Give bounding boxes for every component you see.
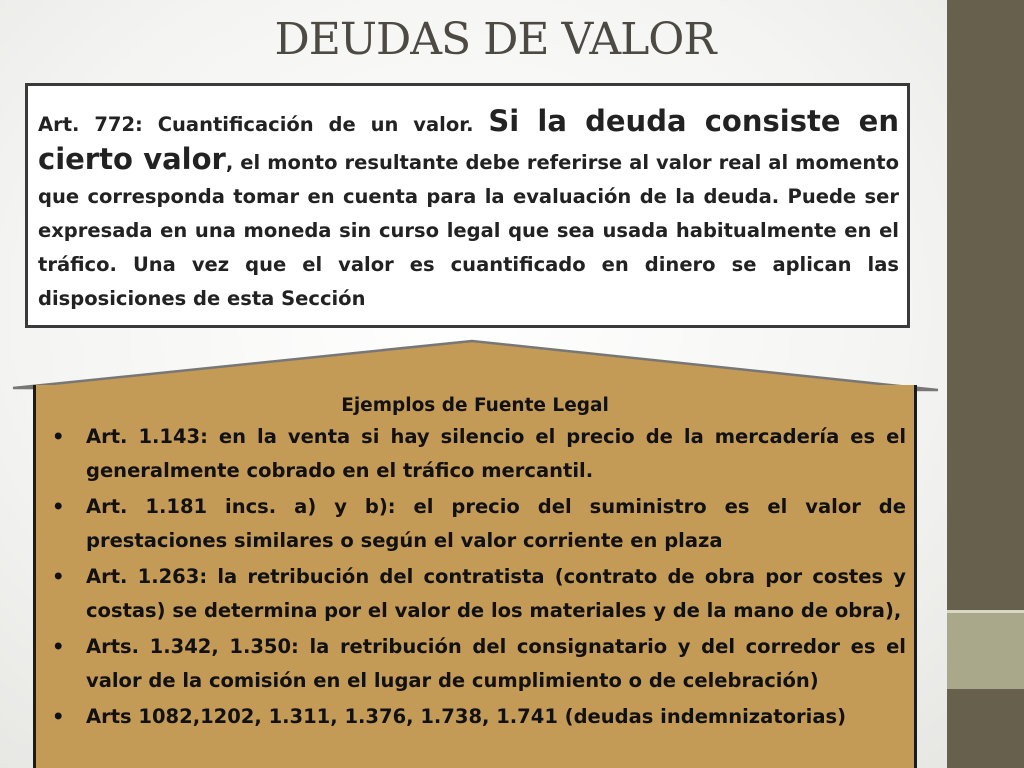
- list-item-text: Art. 1.143: en la venta si hay silencio el precio de la mercadería es el generalmente cobrado en el tráfico mercantil.: [86, 425, 906, 482]
- bullet-icon: •: [52, 705, 65, 728]
- list-item: [44, 420, 906, 488]
- list-item: [44, 700, 906, 734]
- slide-title: DEUDAS DE VALOR: [274, 14, 716, 65]
- list-item-text: Art. 1.181 incs. a) y b): el precio del suministro es el valor de prestaciones similares o según el valor corriente en plaza: [86, 495, 906, 552]
- list-item-text: Arts. 1.342, 1.350: la retribución del consignatario y del corredor es el valor de la comisión en el lugar de cumplimiento o de celebración): [86, 635, 906, 692]
- quote-rest: , el monto resultante debe referirse al valor real al momento que corresponda tomar en cuenta para la evaluación de la deuda. Puede ser expresada en una moneda sin curso legal que sea usada habitualmente en el tráfico. Una vez que el valor es cuantificado en dinero se aplican las disposiciones de esta Sección: [38, 151, 900, 310]
- roof-triangle: [13, 341, 938, 390]
- list-item: [44, 630, 906, 698]
- list-item-text: Arts 1082,1202, 1.311, 1.376, 1.738, 1.741 (deudas indemnizatorias): [86, 705, 847, 728]
- bullet-icon: •: [52, 495, 65, 518]
- bullet-icon: •: [52, 425, 65, 448]
- examples-list: [44, 420, 906, 734]
- list-item-text: Art. 1.263: la retribución del contratista (contrato de obra por costes y costas) se determina por el valor de los materiales y de la mano de obra),: [86, 565, 906, 622]
- side-decoration-block: [947, 613, 1024, 689]
- quote-lead: Art. 772: Cuantificación de un valor.: [38, 113, 489, 136]
- bullet-icon: •: [52, 565, 65, 588]
- examples-panel: [33, 385, 917, 768]
- list-item: [44, 490, 906, 558]
- bullet-icon: •: [52, 635, 65, 658]
- list-item: [44, 560, 906, 628]
- examples-heading: Ejemplos de Fuente Legal: [341, 395, 609, 416]
- quote-highlight: Si la deuda consiste en cierto valor: [38, 104, 899, 176]
